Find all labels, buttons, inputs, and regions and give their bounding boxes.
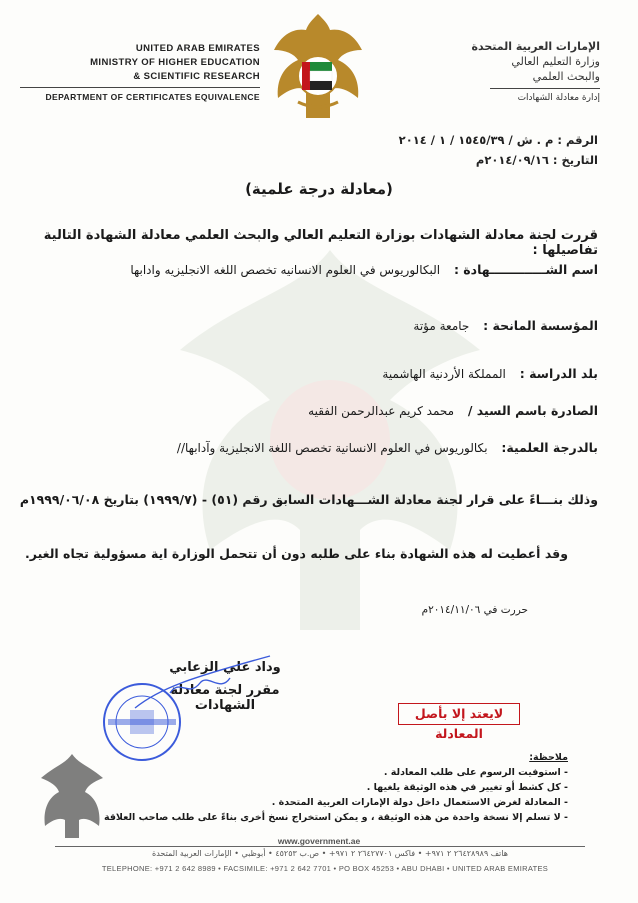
note-item: - استوفيت الرسوم على طلب المعادلة . [383, 767, 568, 778]
document-title: (معادلة درجة علمية) [245, 180, 393, 198]
footer-website: www.government.ae [277, 836, 361, 846]
note-item: - كل كشط أو تغيير في هذه الوثيقة يلغيها . [366, 782, 568, 793]
field-label: اسم الشـــــــــــــهادة : [453, 262, 598, 277]
notes-title: ملاحظة: [529, 752, 568, 763]
field-label: الصادرة باسم السيد / [467, 403, 598, 418]
field-value: محمد كريم عبدالرحمن الفقيه [308, 404, 455, 418]
reference-number: الرقم : م . ش / ١٥٤٥/٣٩ / ١ / ٢٠١٤ [398, 133, 598, 147]
note-item: - لا تسلم إلا نسخة واحدة من هذه الوثيقة ، و يمكن استخراج نسخ أخرى بناءً على طلب صاحب العلاقة [103, 812, 568, 823]
header-en-line-3: & SCIENTIFIC RESEARCH [133, 71, 260, 82]
signatory-name: وداد علي الزعابي [169, 660, 281, 675]
field-institution [413, 318, 598, 333]
footer-divider [55, 846, 585, 847]
header-en-line-1: UNITED ARAB EMIRATES [135, 43, 260, 54]
field-label: المؤسسة المانحة : [483, 318, 598, 333]
header-ar-line-3: والبحث العلمي [532, 70, 600, 83]
header-ar-department: إدارة معادلة الشهادات [490, 88, 600, 105]
reference-date: التاريخ : ٢٠١٤/٠٩/١٦م [475, 153, 598, 167]
note-item: - المعادلة لغرض الاستعمال داخل دولة الإمارات العربية المتحدة . [271, 797, 568, 808]
field-label: بالدرجة العلمية: [501, 440, 598, 455]
previous-decision: وذلك بنـــاءً على قرار لجنة معادلة الشـــهادات السابق رقم (٥١) - (١٩٩٩/٧) بتاريخ ١٩٩٩/٠٦/٠٨م [19, 492, 598, 507]
original-only-notice: لايعتد إلا بأصل المعادلة [398, 703, 520, 725]
field-value: جامعة مؤتة [413, 319, 470, 333]
footer-contact-ar: هاتف ٢٦٤٢٨٩٨٩ ٢ ٩٧١+ • فاكس ٢٦٤٢٧٧٠١ ٢ ٩٧١+ • ص.ب ٤٥٢٥٣ • أبوظبي • الإمارات العربية المتحدة [152, 849, 508, 858]
eagle-seal-icon [35, 750, 110, 840]
header-en-department: DEPARTMENT OF CERTIFICATES EQUIVALENCE [20, 87, 260, 104]
signatory-role: مقرر لجنة معادلة الشهادات [170, 683, 280, 713]
field-value: بكالوريوس في العلوم الانسانية تخصص اللغة الانجليزية وآدابها// [176, 441, 488, 455]
field-value: البكالوريوس في العلوم الانسانيه تخصص اللغه الانجليزيه وادابها [130, 263, 441, 277]
header-ar-line-2: وزارة التعليم العالي [511, 55, 600, 68]
header-ar-line-1: الإمارات العربية المتحدة [471, 40, 600, 53]
field-degree [177, 440, 598, 455]
field-certificate-name [130, 262, 598, 277]
uae-emblem-icon [272, 10, 364, 122]
field-country [382, 366, 598, 381]
field-label: بلد الدراسة : [519, 366, 598, 381]
disclaimer-text: وقد أعطيت له هذه الشهادة بناء على طلبه دون أن تتحمل الوزارة اية مسؤولية تجاه الغير. [25, 546, 568, 561]
intro-text: قررت لجنة معادلة الشهادات بوزارة التعليم العالي والبحث العلمي معادلة الشهادة التالية تفاصيلها : [43, 228, 598, 258]
field-value: المملكة الأردنية الهاشمية [382, 367, 506, 381]
field-holder-name [308, 403, 598, 418]
header-en-line-2: MINISTRY OF HIGHER EDUCATION [90, 57, 260, 68]
issue-date: حررت في ٢٠١٤/١١/٠٦م [421, 604, 528, 616]
notes-block [104, 750, 568, 825]
footer-contact-en: TELEPHONE: +971 2 642 8989 • FACSIMILE: +971 2 642 7701 • PO BOX 45253 • ABU DHABI • UNITED ARAB EMIRATES [101, 864, 549, 873]
